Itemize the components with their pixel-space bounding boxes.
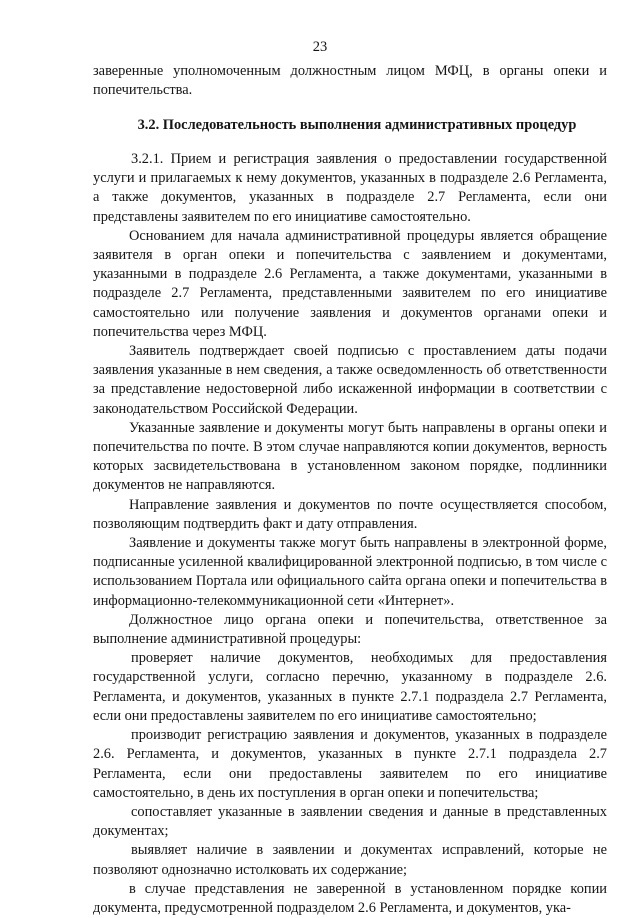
paragraph-basis: Основанием для начала административной процедуры является обращение заявителя в орган опеки и попечительства с заявлением и документами, указанными в подразделе 2.6 Регламента, а также документами, указанными в подразделе 2.7 Регламента, представленными заявителем по его инициативе самостоятельно или получение заявления и документов органами опеки и попечительства через МФЦ. bbox=[93, 227, 607, 340]
list-item-uncertified-copy: в случае представления не заверенной в установленном порядке копии документа, предусмотренной подразделом 2.6 Регламента, и документов, ука- bbox=[93, 880, 607, 916]
paragraph-3-2-1: 3.2.1. Прием и регистрация заявления о предоставлении государственной услуги и прилагаемых к нему документов, указанных в подразделе 2.6 Регламента, а также документов, указанных в подразделе 2.7 Регламента, если они представлены заявителем по его инициативе самостоятельно. bbox=[93, 151, 607, 225]
intro-continuation-paragraph: заверенные уполномоченным должностным лицом МФЦ, в органы опеки и попечительства. bbox=[93, 63, 607, 99]
paragraph-mail-method: Направление заявления и документов по почте осуществляется способом, позволяющим подтвердить факт и дату отправления. bbox=[93, 496, 607, 532]
paragraph-official-duties: Должностное лицо органа опеки и попечительства, ответственное за выполнение административной процедуры: bbox=[93, 611, 607, 648]
list-item-compares: сопоставляет указанные в заявлении сведения и данные в представленных документах; bbox=[93, 803, 607, 840]
page-number: 23 bbox=[312, 39, 328, 55]
list-item-registers: производит регистрацию заявления и документов, указанных в подразделе 2.6. Регламента, и документов, указанных в пункте 2.7.1 подраздела 2.7 Регламента, если они предоставлены заявителем по его инициативе самостоятельно, в день их поступления в орган опеки и попечительства; bbox=[93, 727, 607, 801]
paragraph-applicant-signature: Заявитель подтверждает своей подписью с проставлением даты подачи заявления указанные в нем сведения, а также осведомленность об ответственности за представление недостоверной либо искаженной информации в соответствии с законодательством Российской Федерации. bbox=[93, 343, 607, 417]
section-heading: 3.2. Последовательность выполнения административных процедур bbox=[137, 117, 577, 133]
list-item-checks-documents: проверяет наличие документов, необходимых для предоставления государственной услуги, согласно перечню, указанному в подразделе 2.6. Регламента, и документов, указанных в пункте 2.7.1 подраздела 2.7 Регламента, если они предоставлены заявителем по его инициативе самостоятельно; bbox=[93, 650, 607, 724]
paragraph-electronic-form: Заявление и документы также могут быть направлены в электронной форме, подписанные усиленной квалифицированной электронной подписью, в том числе с использованием Портала или официального сайта органа опеки и попечительства в информационно-телекоммуникационной сети «Интернет». bbox=[93, 535, 607, 609]
paragraph-mail-submission: Указанные заявление и документы могут быть направлены в органы опеки и попечительства по почте. В этом случае направляются копии документов, верность которых засвидетельствована в установленном законом порядке, подлинники документов не направляются. bbox=[93, 419, 607, 494]
intro-continuation-block bbox=[93, 62, 607, 100]
body-text bbox=[93, 150, 607, 918]
list-item-detects-corrections: выявляет наличие в заявлении и документах исправлений, которые не позволяют однозначно истолковать их содержание; bbox=[93, 842, 607, 878]
